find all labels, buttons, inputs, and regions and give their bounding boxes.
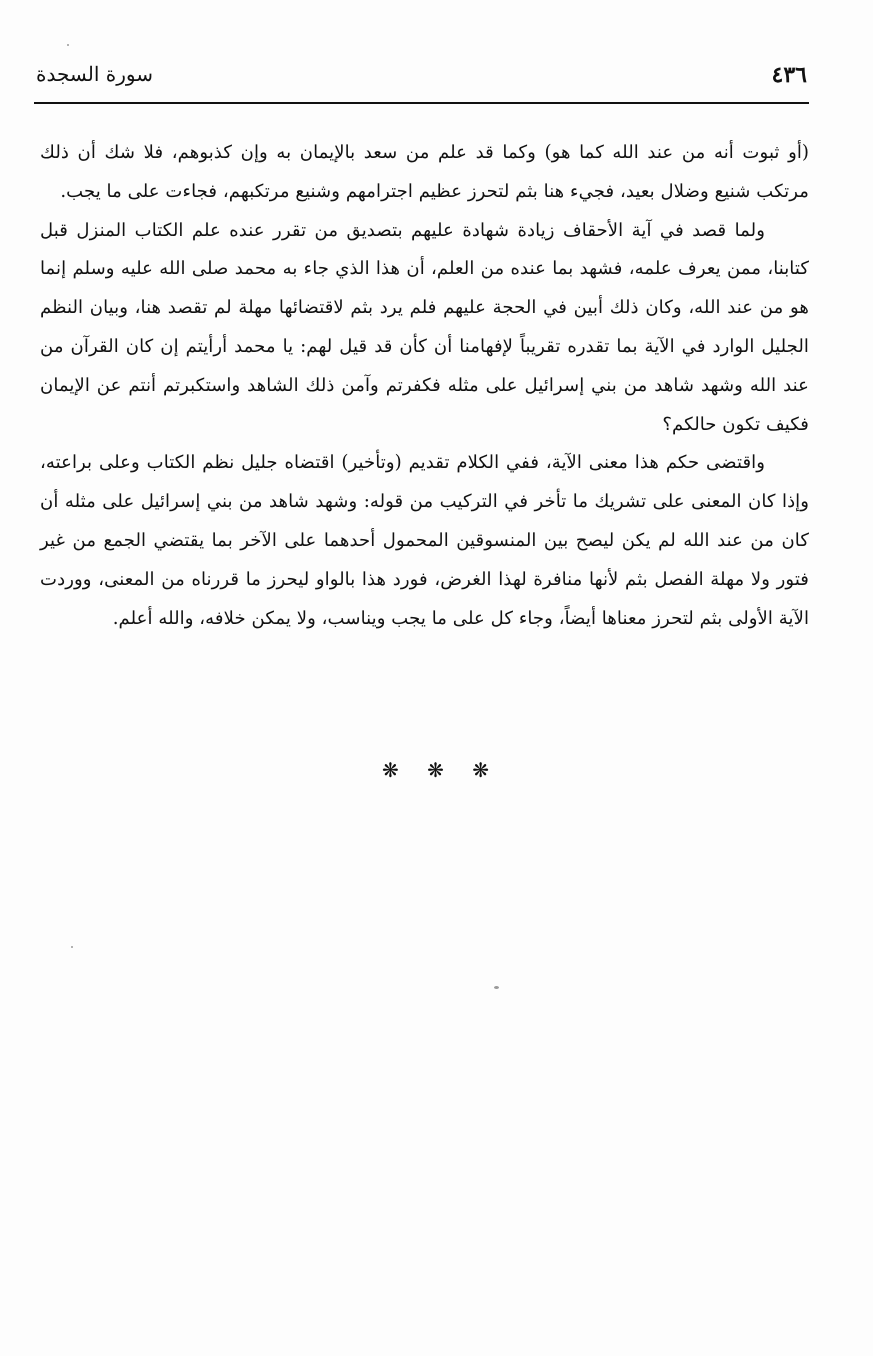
scan-speck	[494, 986, 499, 989]
paragraph-2: ولما قصد في آية الأحقاف زيادة شهادة عليهم بتصديق من تقرر عنده علم الكتاب المنزل قبل كتابنا، ممن يعرف علمه، فشهد بما عنده من العلم، أن هذا الذي جاء به محمد صلى الله عليه وسلم إنما هو من عند الله، وكان ذلك أبين في الحجة عليهم فلم يرد بثم لاقتضائها مهلة لم تقصد هنا، وبيان النظم الجليل الوارد في الآية بما تقدره تقريباً لإفهامنا أن كأن قد قيل لهم: يا محمد أرأيتم إن كان القرآن من عند الله وشهد شاهد من بني إسرائيل على مثله فكفرتم وآمن ذلك الشاهد واستكبرتم أنتم عن الإيمان فكيف تكون حالكم؟	[40, 219, 809, 435]
scan-speck	[71, 946, 73, 948]
paragraph-3: واقتضى حكم هذا معنى الآية، ففي الكلام تقديم (وتأخير) اقتضاه جليل نظم الكتاب وعلى براعته، وإذا كان المعنى على تشريك ما تأخر في التركيب من قوله: وشهد شاهد من بني إسرائيل على مثله أن كان من عند الله لم يكن ليصح بين المنسوقين المحمول أحدهما على الآخر بما يقتضي الجمع من غير فتور ولا مهلة الفصل بثم لأنها منافرة لهذا الغرض، فورد هذا بالواو ليحرز ما قررناه من المعنى، ووردت الآية الأولى بثم لتحرز معناها أيضاً، وجاء كل على ما يجب ويناسب، ولا يمكن خلافه، والله أعلم.	[40, 452, 809, 629]
paragraph-1: (أو ثبوت أنه من عند الله كما هو) وكما قد علم من سعد بالإيمان به وإن كذبوهم، فلا شك أن ذلك مرتكب شنيع وضلال بعيد، فجيء هنا بثم لتحرز عظيم اجترامهم وشنيع مرتكبهم، فجاءت على ما يجب.	[40, 142, 809, 202]
header-rule	[34, 102, 809, 104]
page-number: ٤٣٦	[771, 62, 807, 88]
page-header	[36, 58, 807, 98]
body-text	[40, 134, 809, 638]
scan-speck	[67, 44, 69, 46]
running-title: سورة السجدة	[36, 62, 153, 86]
section-separator: ❋ ❋ ❋	[382, 758, 491, 782]
